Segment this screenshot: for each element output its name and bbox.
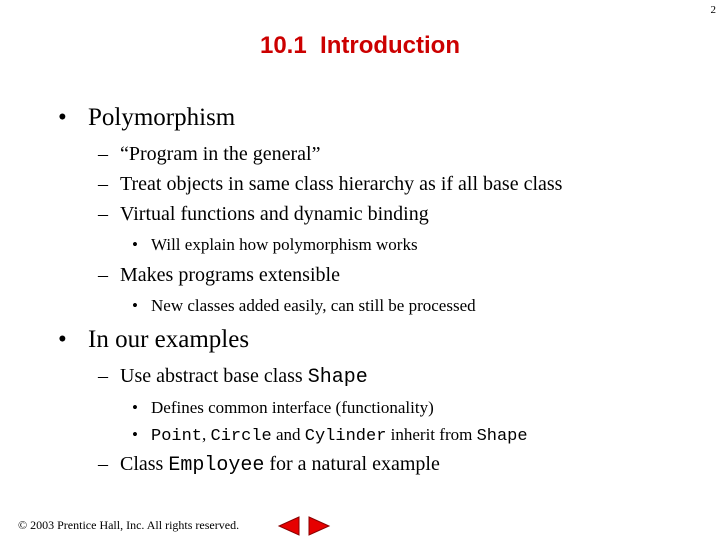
item-text: inherit from [386, 425, 477, 444]
dash-extensible [98, 264, 340, 287]
item-text: Defines common interface (functionality) [151, 398, 434, 417]
sub-bullet-marker: • [132, 425, 138, 444]
copyright-icon: © [18, 518, 28, 532]
dash-virtual-functions [98, 203, 429, 226]
item-text: for a natural example [264, 453, 440, 475]
code-shape: Shape [307, 366, 368, 389]
bullet-marker: • [58, 104, 67, 131]
triangle-right-icon[interactable] [306, 515, 332, 537]
sub-defines-interface [132, 398, 434, 418]
dash-class-employee [98, 453, 440, 477]
code-employee: Employee [168, 454, 265, 477]
dash-marker: – [98, 453, 108, 475]
triangle-left-icon[interactable] [276, 515, 302, 537]
dash-treat-objects [98, 173, 562, 196]
footer-copyright [18, 518, 239, 533]
item-text: “Program in the general” [120, 143, 321, 165]
sub-bullet-marker: • [132, 296, 138, 315]
slide-title: 10.1 Introduction [259, 32, 460, 59]
dash-program-general [98, 143, 320, 166]
sub-will-explain [132, 235, 418, 255]
item-text: New classes added easily, can still be processed [151, 296, 476, 315]
item-text: Virtual functions and dynamic binding [120, 203, 429, 225]
dash-marker: – [98, 203, 108, 225]
sub-bullet-marker: • [132, 235, 138, 254]
code-cylinder: Cylinder [304, 427, 387, 446]
dash-marker: – [98, 264, 108, 286]
sub-inherit [132, 425, 528, 446]
code-shape: Shape [476, 427, 528, 446]
bullet-our-examples [58, 326, 249, 354]
dash-marker: – [98, 365, 108, 387]
code-circle: Circle [210, 427, 272, 446]
dash-marker: – [98, 173, 108, 195]
item-text: Will explain how polymorphism works [151, 235, 418, 254]
item-text: In our examples [88, 326, 250, 353]
sub-new-classes [132, 296, 476, 316]
item-text: Polymorphism [88, 104, 236, 131]
item-text: and [271, 425, 305, 444]
bullet-marker: • [58, 326, 67, 353]
item-text: Use abstract base class [120, 365, 308, 387]
item-text: Class [120, 453, 169, 475]
footer-text: 2003 Prentice Hall, Inc. All rights reserved. [27, 518, 240, 532]
bullet-polymorphism [58, 104, 235, 132]
item-text: , [202, 425, 211, 444]
page-number: 2 [710, 4, 716, 16]
code-point: Point [151, 427, 203, 446]
dash-use-abstract [98, 365, 368, 389]
item-text: Treat objects in same class hierarchy as if all base class [120, 173, 563, 195]
sub-bullet-marker: • [132, 398, 138, 417]
dash-marker: – [98, 143, 108, 165]
item-text: Makes programs extensible [120, 264, 340, 286]
